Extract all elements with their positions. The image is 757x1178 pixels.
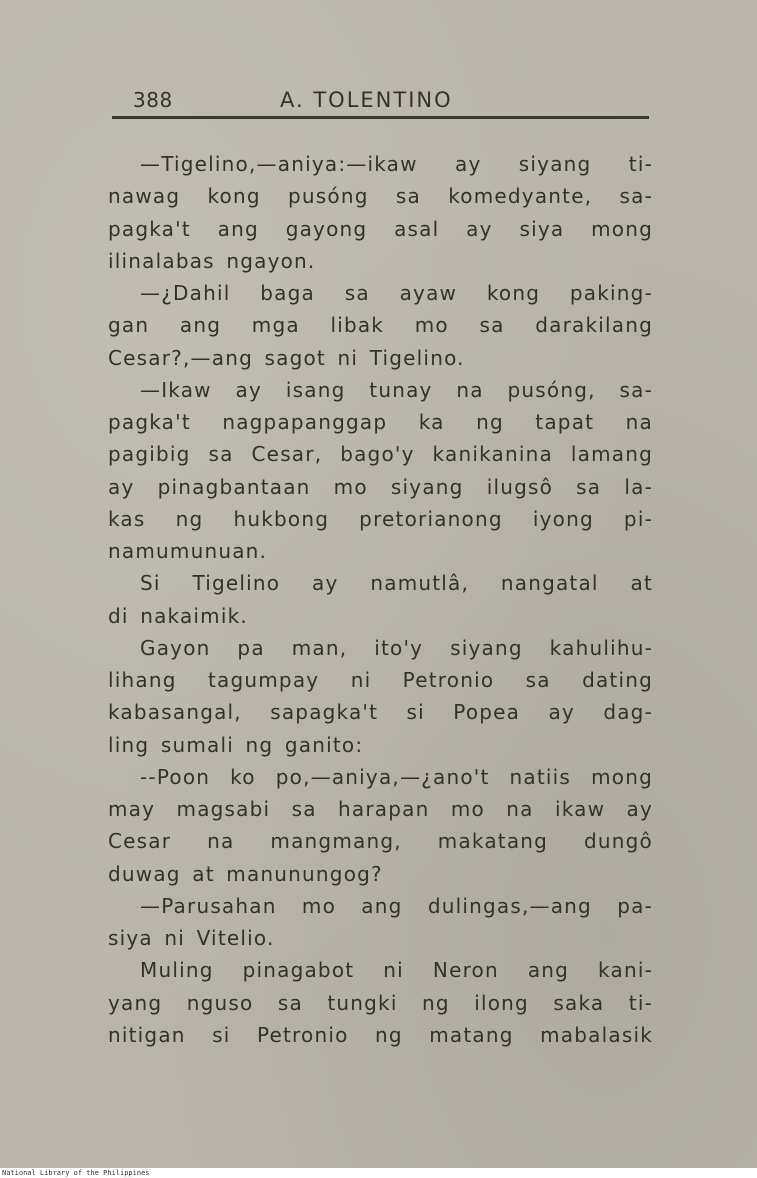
library-credit: National Library of the Philippines: [2, 1169, 150, 1177]
text-line: —¿Dahil baga sa ayaw kong paking-: [140, 281, 653, 305]
text-line: --Poon ko po,—aniya,—¿ano't natiis mong: [140, 764, 653, 789]
body-text: [108, 148, 653, 1051]
text-line: Cesar?,—ang sagot ni Tigelino.: [108, 345, 465, 370]
text-line: di nakaimik.: [108, 603, 248, 628]
text-line: namumunuan.: [108, 539, 268, 563]
text-line: gan ang mga libak mo sa darakilang: [108, 313, 653, 338]
text-line: Cesar na mangmang, makatang dungô: [108, 829, 653, 854]
text-line: ling sumali ng ganito:: [108, 732, 364, 757]
text-line: pagka't nagpapanggap ka ng tapat na: [108, 410, 653, 434]
text-line: Gayon pa man, ito'y siyang kahulihu-: [140, 635, 653, 660]
text-line: may magsabi sa harapan mo na ikaw ay: [108, 797, 653, 821]
text-line: nawag kong pusóng sa komedyante, sa-: [108, 184, 653, 209]
text-line: siya ni Vitelio.: [108, 926, 275, 950]
header-rule: [112, 116, 649, 119]
text-line: kas ng hukbong pretorianong iyong pi-: [108, 506, 653, 531]
text-line: —Parusahan mo ang dulingas,—ang pa-: [140, 893, 653, 918]
text-line: Muling pinagabot ni Neron ang kani-: [140, 958, 653, 983]
text-line: ilinalabas ngayon.: [108, 248, 316, 273]
text-line: lihang tagumpay ni Petronio sa dating: [108, 668, 653, 692]
text-line: ay pinagbantaan mo siyang ilugsô sa la-: [108, 474, 653, 499]
text-line: pagka't ang gayong asal ay siya mong: [108, 216, 653, 241]
text-line: duwag at manunungog?: [108, 861, 383, 886]
text-line: nitigan si Petronio ng matang mabalasik: [108, 1022, 653, 1047]
page-number: 388: [133, 88, 173, 112]
text-line: yang nguso sa tungki ng ilong saka ti-: [108, 990, 653, 1015]
text-line: pagibig sa Cesar, bago'y kanikanina lamang: [108, 442, 653, 467]
text-line: Si Tigelino ay namutlâ, nangatal at: [140, 571, 653, 596]
running-head: A. TOLENTINO: [280, 88, 453, 112]
page-header: [133, 88, 648, 114]
text-line: —Tigelino,—aniya:—ikaw ay siyang ti-: [140, 152, 653, 176]
text-line: —Ikaw ay isang tunay na pusóng, sa-: [140, 377, 653, 402]
text-line: kabasangal, sapagka't si Popea ay dag-: [108, 700, 653, 725]
